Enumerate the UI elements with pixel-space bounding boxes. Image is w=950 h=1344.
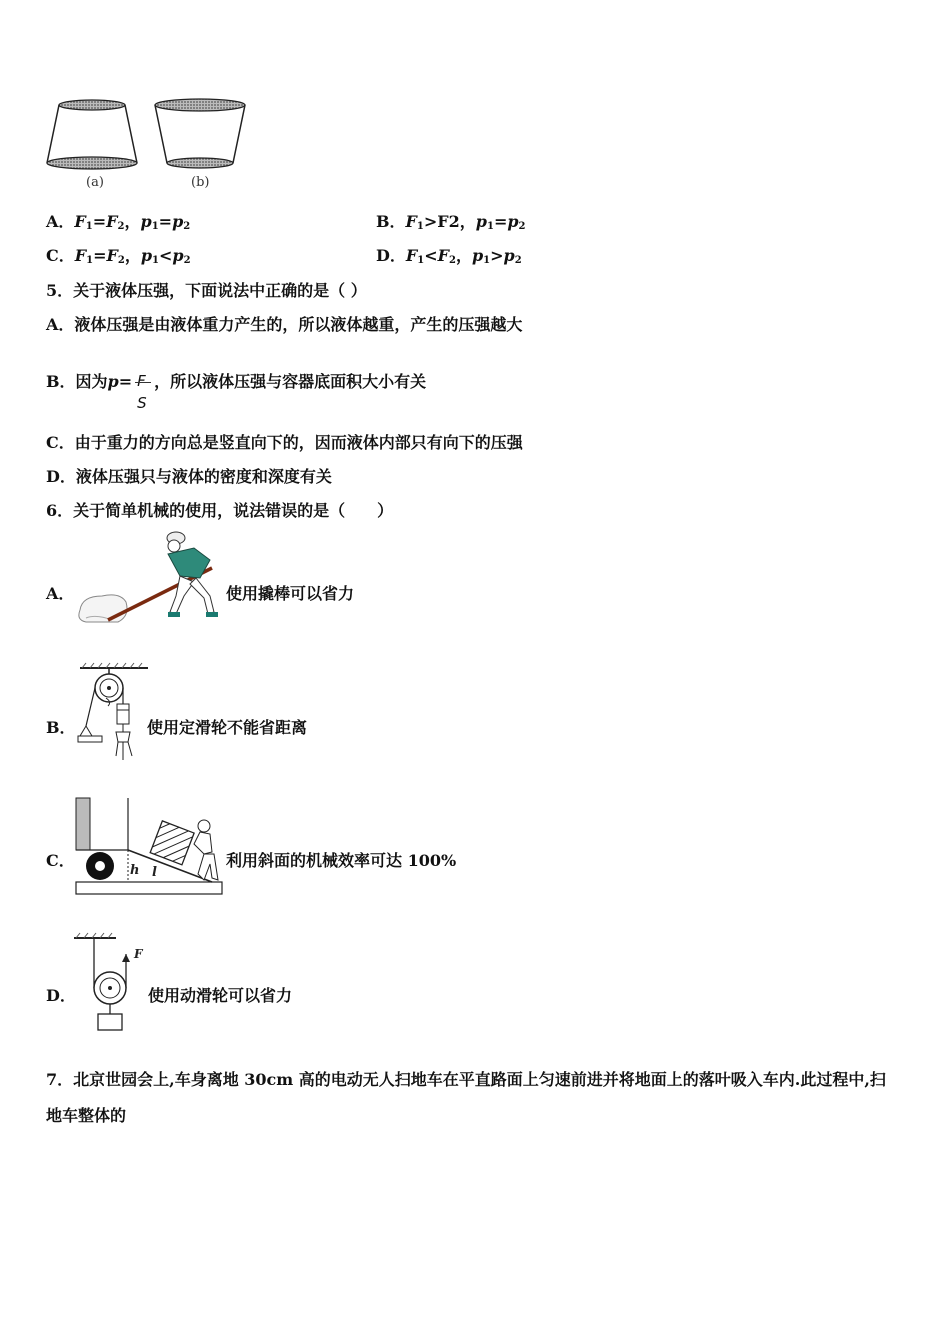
q6-option-c-text[interactable]: 利用斜面的机械效率可达 100% bbox=[226, 851, 457, 870]
weight-block bbox=[98, 1014, 122, 1030]
person-pushing bbox=[194, 820, 218, 880]
q7-stem-line1: 7．北京世园会上,车身离地 30cm 高的电动无人扫地车在平直路面上匀速前进并将地面上的落叶吸入车内.此过程中,扫 bbox=[46, 1070, 886, 1089]
q6-option-d-text[interactable]: 使用动滑轮可以省力 bbox=[148, 986, 293, 1005]
q5-option-d[interactable]: D．液体压强只与液体的密度和深度有关 bbox=[46, 467, 332, 486]
container-a bbox=[47, 100, 137, 169]
q5-stem: 5．关于液体压强，下面说法中正确的是（ ） bbox=[46, 281, 367, 300]
fixed-pulley-illustration bbox=[72, 660, 152, 766]
q6-option-a-letter[interactable]: A． bbox=[46, 584, 75, 603]
q6-option-d-letter[interactable]: D． bbox=[46, 986, 76, 1005]
q5-option-b[interactable]: B．因为p= F S ，所以液体压强与容器底面积大小有关 bbox=[46, 362, 426, 402]
q4-option-c[interactable]: C．$F_1=F_2$，$p_1<p_2$ bbox=[46, 246, 191, 266]
label-h: h bbox=[130, 863, 140, 878]
q6-option-c-letter[interactable]: C． bbox=[46, 851, 75, 870]
q6-option-b-text[interactable]: 使用定滑轮不能省距离 bbox=[147, 718, 308, 737]
worker bbox=[167, 532, 218, 617]
figure-label-b: (b) bbox=[191, 175, 210, 190]
q5-option-c[interactable]: C．由于重力的方向总是竖直向下的，因而液体内部只有向下的压强 bbox=[46, 433, 523, 452]
container-b bbox=[155, 99, 245, 168]
option-letter: B． bbox=[376, 212, 406, 231]
option-letter: D． bbox=[376, 246, 406, 265]
q4-option-b[interactable]: B．$F_1>F2$，$p_1=p_2$ bbox=[376, 212, 526, 232]
option-letter: C． bbox=[46, 246, 75, 265]
box bbox=[150, 821, 194, 865]
label-f: F bbox=[134, 947, 143, 961]
option-letter: A． bbox=[46, 212, 75, 231]
fraction-f-over-s: F S bbox=[134, 363, 152, 403]
label-l: l bbox=[152, 865, 157, 880]
crowbar-illustration bbox=[72, 530, 222, 628]
figure-label-a: (a) bbox=[86, 175, 104, 190]
q7-stem-line2: 地车整体的 bbox=[46, 1106, 127, 1125]
q6-option-b-letter[interactable]: B． bbox=[46, 718, 76, 737]
inclined-plane-illustration bbox=[72, 794, 224, 898]
q4-option-d[interactable]: D．$F_1<F_2$，$p_1>p_2$ bbox=[376, 246, 522, 266]
q6-stem: 6．关于简单机械的使用，说法错误的是（ ） bbox=[46, 501, 394, 520]
q5-option-a[interactable]: A．液体压强是由液体重力产生的，所以液体越重，产生的压强越大 bbox=[46, 315, 523, 334]
q6-option-a-text[interactable]: 使用撬棒可以省力 bbox=[226, 584, 355, 603]
container-figure bbox=[40, 95, 255, 195]
movable-pulley-illustration bbox=[72, 928, 152, 1032]
q4-option-a[interactable]: A．$F_1=F_2$，$p_1=p_2$ bbox=[46, 212, 191, 232]
